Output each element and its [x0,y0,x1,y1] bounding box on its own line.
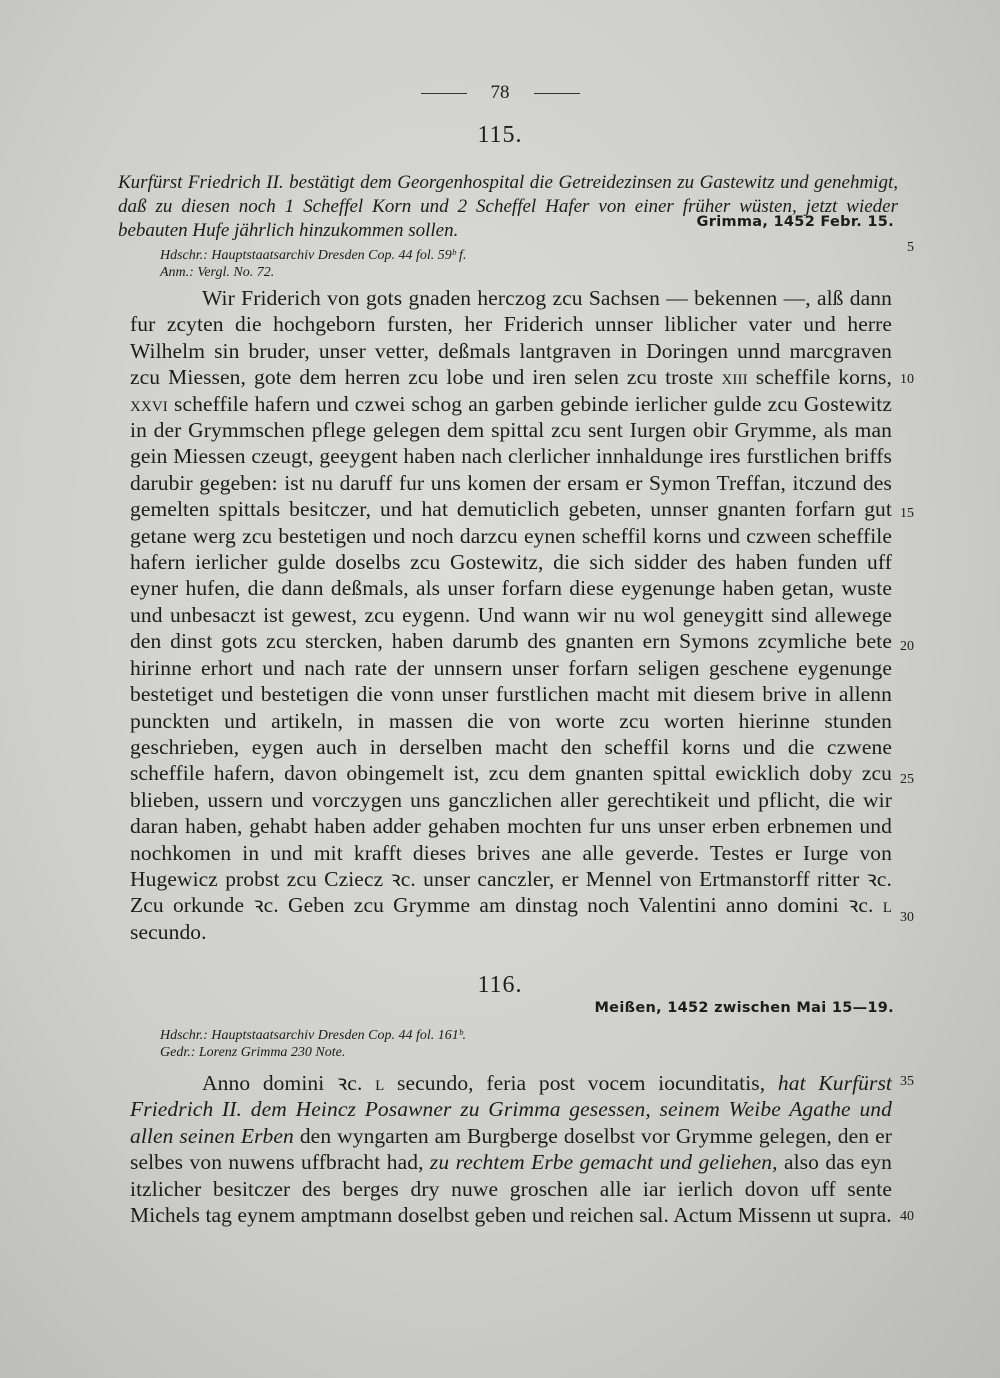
line-number: 20 [900,639,914,654]
source-block-116 [160,1027,466,1061]
line-number: 10 [900,372,914,387]
text-segment: secundo, feria post vocem iocunditatis, [397,1071,766,1095]
document-text-116 [130,1070,892,1228]
document-text-115 [130,285,892,945]
text-segment: also das eyn itzlicher besitczer des berges dry nuwe groschen alle iar ierlich dovon uff sente Michels tag eynem amptmann doselbst geben und reichen sal. Actum Missenn ut supra. [130,1150,893,1228]
source-print-116: Gedr.: Lorenz Grimma 230 Note. [160,1045,346,1060]
text-segment: secundo. [130,919,207,944]
line-number: 30 [900,910,914,925]
roman-numeral: l [375,1071,385,1095]
document-number-116: 116. [477,972,523,998]
folio-dash-left [421,93,467,94]
line-number: 35 [900,1074,914,1089]
line-number: 15 [900,506,914,521]
folio-dash-right [534,93,580,94]
text-segment: Anno domini ꝛc. [202,1071,363,1095]
roman-numeral: xxvi [130,391,168,416]
editorial-italic: hat Kurfürst Friedrich II. dem Heincz Posawner zu Grimma gesessen, seinem Weibe Agathe und allen seinen Erben [130,1071,893,1148]
place-date-115: Grimma, 1452 Febr. 15. [696,214,894,230]
roman-numeral: xiii [721,365,748,390]
text-segment: scheffile korns, [755,365,892,390]
text-paragraph-115 [130,285,892,945]
source-manuscript-115: Hdschr.: Hauptstaatsarchiv Dresden Cop. 44 fol. 59ᵇ f. [160,248,467,263]
line-number: 40 [900,1209,914,1224]
place-date-116: Meißen, 1452 zwischen Mai 15—19. [594,1000,894,1016]
document-number-115: 115. [477,122,523,148]
roman-numeral: l [882,893,892,918]
regest-115: Kurfürst Friedrich II. bestätigt dem Georgenhospital die Getreidezinsen zu Gastewitz und genehmigt, daß zu diesen noch 1 Scheffel Korn und 2 Scheffel Hafer von einer früher wüsten, jetzt wieder bebauten Hufe jährlich hinzukommen sollen. [118,172,898,241]
text-segment: Wir Friderich von gots gnaden herczog zcu Sachsen — bekennen —, alß dann fur zcyten die hochgeborn fursten, her Friderich unnser liblicher vater und herre Wilhelm sin bruder, unser vetter, deßmals lantgraven in Doringen unnd marcgraven zcu Miessen, gote dem herren zcu lobe und iren selen zcu troste [130,286,892,390]
page-number: 78 [490,82,510,103]
editorial-italic: zu rechtem Erbe gemacht und geliehen, [429,1150,778,1175]
page-folio [0,82,1000,104]
source-block-115 [160,247,466,281]
text-paragraph-116 [130,1070,892,1228]
source-manuscript-116: Hdschr.: Hauptstaatsarchiv Dresden Cop. 44 fol. 161ᵇ. [160,1028,467,1043]
source-note-115: Anm.: Vergl. No. 72. [160,265,275,280]
text-segment: scheffile hafern und czwei schog an garben gebinde ierlicher gulde zcu Gostewitz in der Grymmschen pflege gelegen dem spittal zcu sent Iurgen obir Grymme, als man gein Miessen czeugt, geeygent haben nach clerlicher innhaldunge ires furstlichen briffs darubir gegeben: ist nu daruff fur uns komen der ersam er Symon Treffan, itczund des gemelten spittals besitczer, und hat demuticlich gebeten, unnser gnanten forfarn gut getane werg zcu bestetigen und noch darzcu eynen scheffil korns und czween scheffile hafern ierlicher gulde doselbs zcu Gostewitz, die sich sidder des haben funden uff eyner hufen, die dann deßmals, als unser forfarn diese eygenunge haben getan, wuste und unbesaczt ist gewest, zcu eygenn. Und wann wir nu wol geneygitt sind allewege den dinst gots zcu stercken, haben darumb des gnanten ern Symons zcymliche bete hirinne erhort und nach rate der unnsern unser forfarn seligen geschene eygenunge bestetiget und bestetigen die vonn unser furstlichen macht mit diesem brive in allenn punckten und artikeln, in massen die von worte zcu worten hierinne stunden geschrieben, eygen auch in derselben macht den scheffil korns und die czwene scheffile hafern, davon obingemelt ist, zcu dem gnanten spittal ewicklich doby zcu blieben, ussern und vorczygen uns ganczlichen aller gerechtikeit und pflicht, die wir daran haben, gehabt haben adder gehaben mochten fur uns unser erben erbnemen und nochkomen in und mit krafft dieses brives ane alle geverde. Testes er Iurge von Hugewicz probst zcu Cziecz ꝛc. unser canczler, er Mennel von Ertmanstorff ritter ꝛc. Zcu orkunde ꝛc. Geben zcu Grymme am dinstag noch Valentini anno domini ꝛc. [130,391,892,918]
line-number: 5 [907,240,914,255]
text-segment: den wyngarten am Burgberge doselbst vor Grymme gelegen, den er selbes von nuwens uffbracht had, [130,1123,892,1175]
line-number: 25 [900,772,914,787]
